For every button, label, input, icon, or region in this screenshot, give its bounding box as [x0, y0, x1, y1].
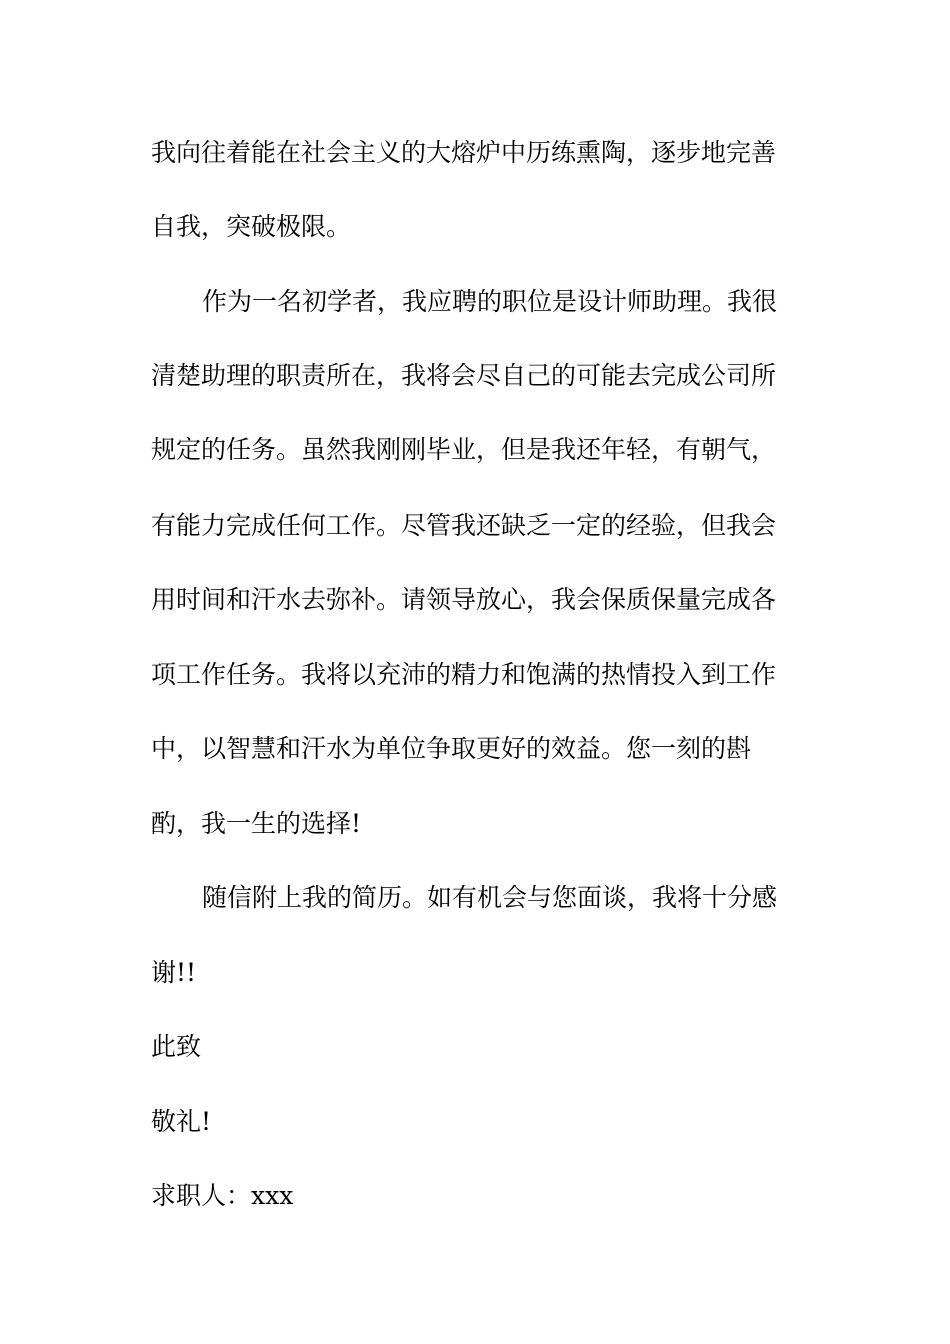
paragraph-line: 酌，我一生的选择! [151, 809, 362, 838]
paragraph-line: 用时间和汗水去弥补。请领导放心，我会保质保量完成各 [151, 585, 777, 614]
paragraph-line: 项工作任务。我将以充沛的精力和饱满的热情投入到工作 [151, 660, 777, 689]
paragraph-line: 规定的任务。虽然我刚刚毕业，但是我还年轻，有朝气， [151, 435, 777, 464]
closing-line: 敬礼! [151, 1107, 212, 1136]
paragraph-line: 自我，突破极限。 [151, 212, 352, 241]
paragraph-line: 我向往着能在社会主义的大熔炉中历练熏陶，逐步地完善 [151, 138, 777, 167]
paragraph-line: 随信附上我的简历。如有机会与您面谈，我将十分感 [202, 883, 778, 912]
signature-line: 求职人：xxx [151, 1181, 294, 1210]
closing-line: 此致 [151, 1032, 202, 1061]
paragraph-line: 谢!! [151, 958, 197, 987]
paragraph-line: 中，以智慧和汗水为单位争取更好的效益。您一刻的斟 [151, 734, 752, 763]
paragraph-line: 作为一名初学者，我应聘的职位是设计师助理。我很 [202, 287, 778, 316]
paragraph-line: 有能力完成任何工作。尽管我还缺乏一定的经验，但我会 [151, 511, 777, 540]
paragraph-line: 清楚助理的职责所在，我将会尽自己的可能去完成公司所 [151, 361, 777, 390]
